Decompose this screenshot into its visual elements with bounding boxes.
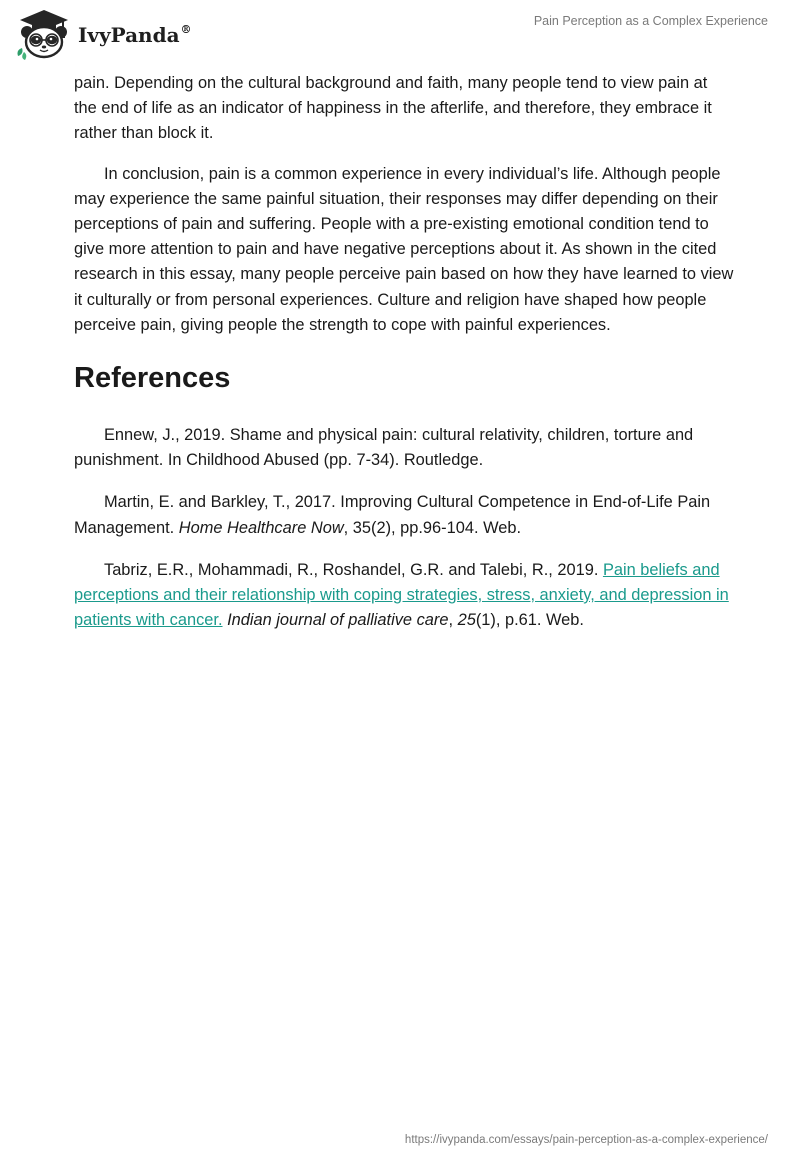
reference-item: Tabriz, E.R., Mohammadi, R., Roshandel, G.R. and Talebi, R., 2019. Pain beliefs and perceptions and their relationship with coping strategies, stress, anxiety, and depression in patients with cancer. Indian journal of palliative care, 25(1), p.61. Web.	[74, 560, 729, 630]
panda-graduate-icon	[14, 8, 74, 60]
footer-url[interactable]: https://ivypanda.com/essays/pain-perception-as-a-complex-experience/	[404, 1134, 768, 1146]
reference-link[interactable]: Pain beliefs and perceptions and their relationship with coping strategies, stress, anxiety, and depression in patients with cancer.	[74, 560, 729, 630]
brand-name: IvyPanda®	[78, 23, 192, 47]
reference-item: Martin, E. and Barkley, T., 2017. Improving Cultural Competence in End-of-Life Pain Management. Home Healthcare Now, 35(2), pp.96-104. Web.	[74, 493, 711, 537]
journal-title: Indian journal of palliative care	[227, 611, 449, 630]
volume-number: 25	[457, 611, 476, 630]
document-body	[74, 71, 734, 650]
page-header	[0, 0, 800, 70]
body-paragraph-1: pain. Depending on the cultural background and faith, many people tend to view pain at the end of life as an indicator of happiness in the afterlife, and therefore, they embrace it rather than block it.	[74, 74, 712, 143]
body-paragraph-2: In conclusion, pain is a common experience in every individual’s life. Although people may experience the same painful situation, their responses may differ depending on their perceptions of pain and suffering. People with a pre-existing emotional condition tend to give more attention to pain and have negative perceptions about it. As shown in the cited research in this essay, many people perceive pain based on how they have learned to view it culturally or from personal experiences. Culture and religion have shaped how people perceive pain, giving people the strength to cope with painful experiences.	[74, 164, 734, 334]
reference-item: Ennew, J., 2019. Shame and physical pain: cultural relativity, children, torture and punishment. In Childhood Abused (pp. 7-34). Routledge.	[74, 426, 694, 470]
brand-logo[interactable]	[14, 8, 192, 60]
references-heading: References	[74, 362, 231, 395]
document-title: Pain Perception as a Complex Experience	[533, 14, 768, 28]
journal-title: Home Healthcare Now	[178, 518, 344, 537]
